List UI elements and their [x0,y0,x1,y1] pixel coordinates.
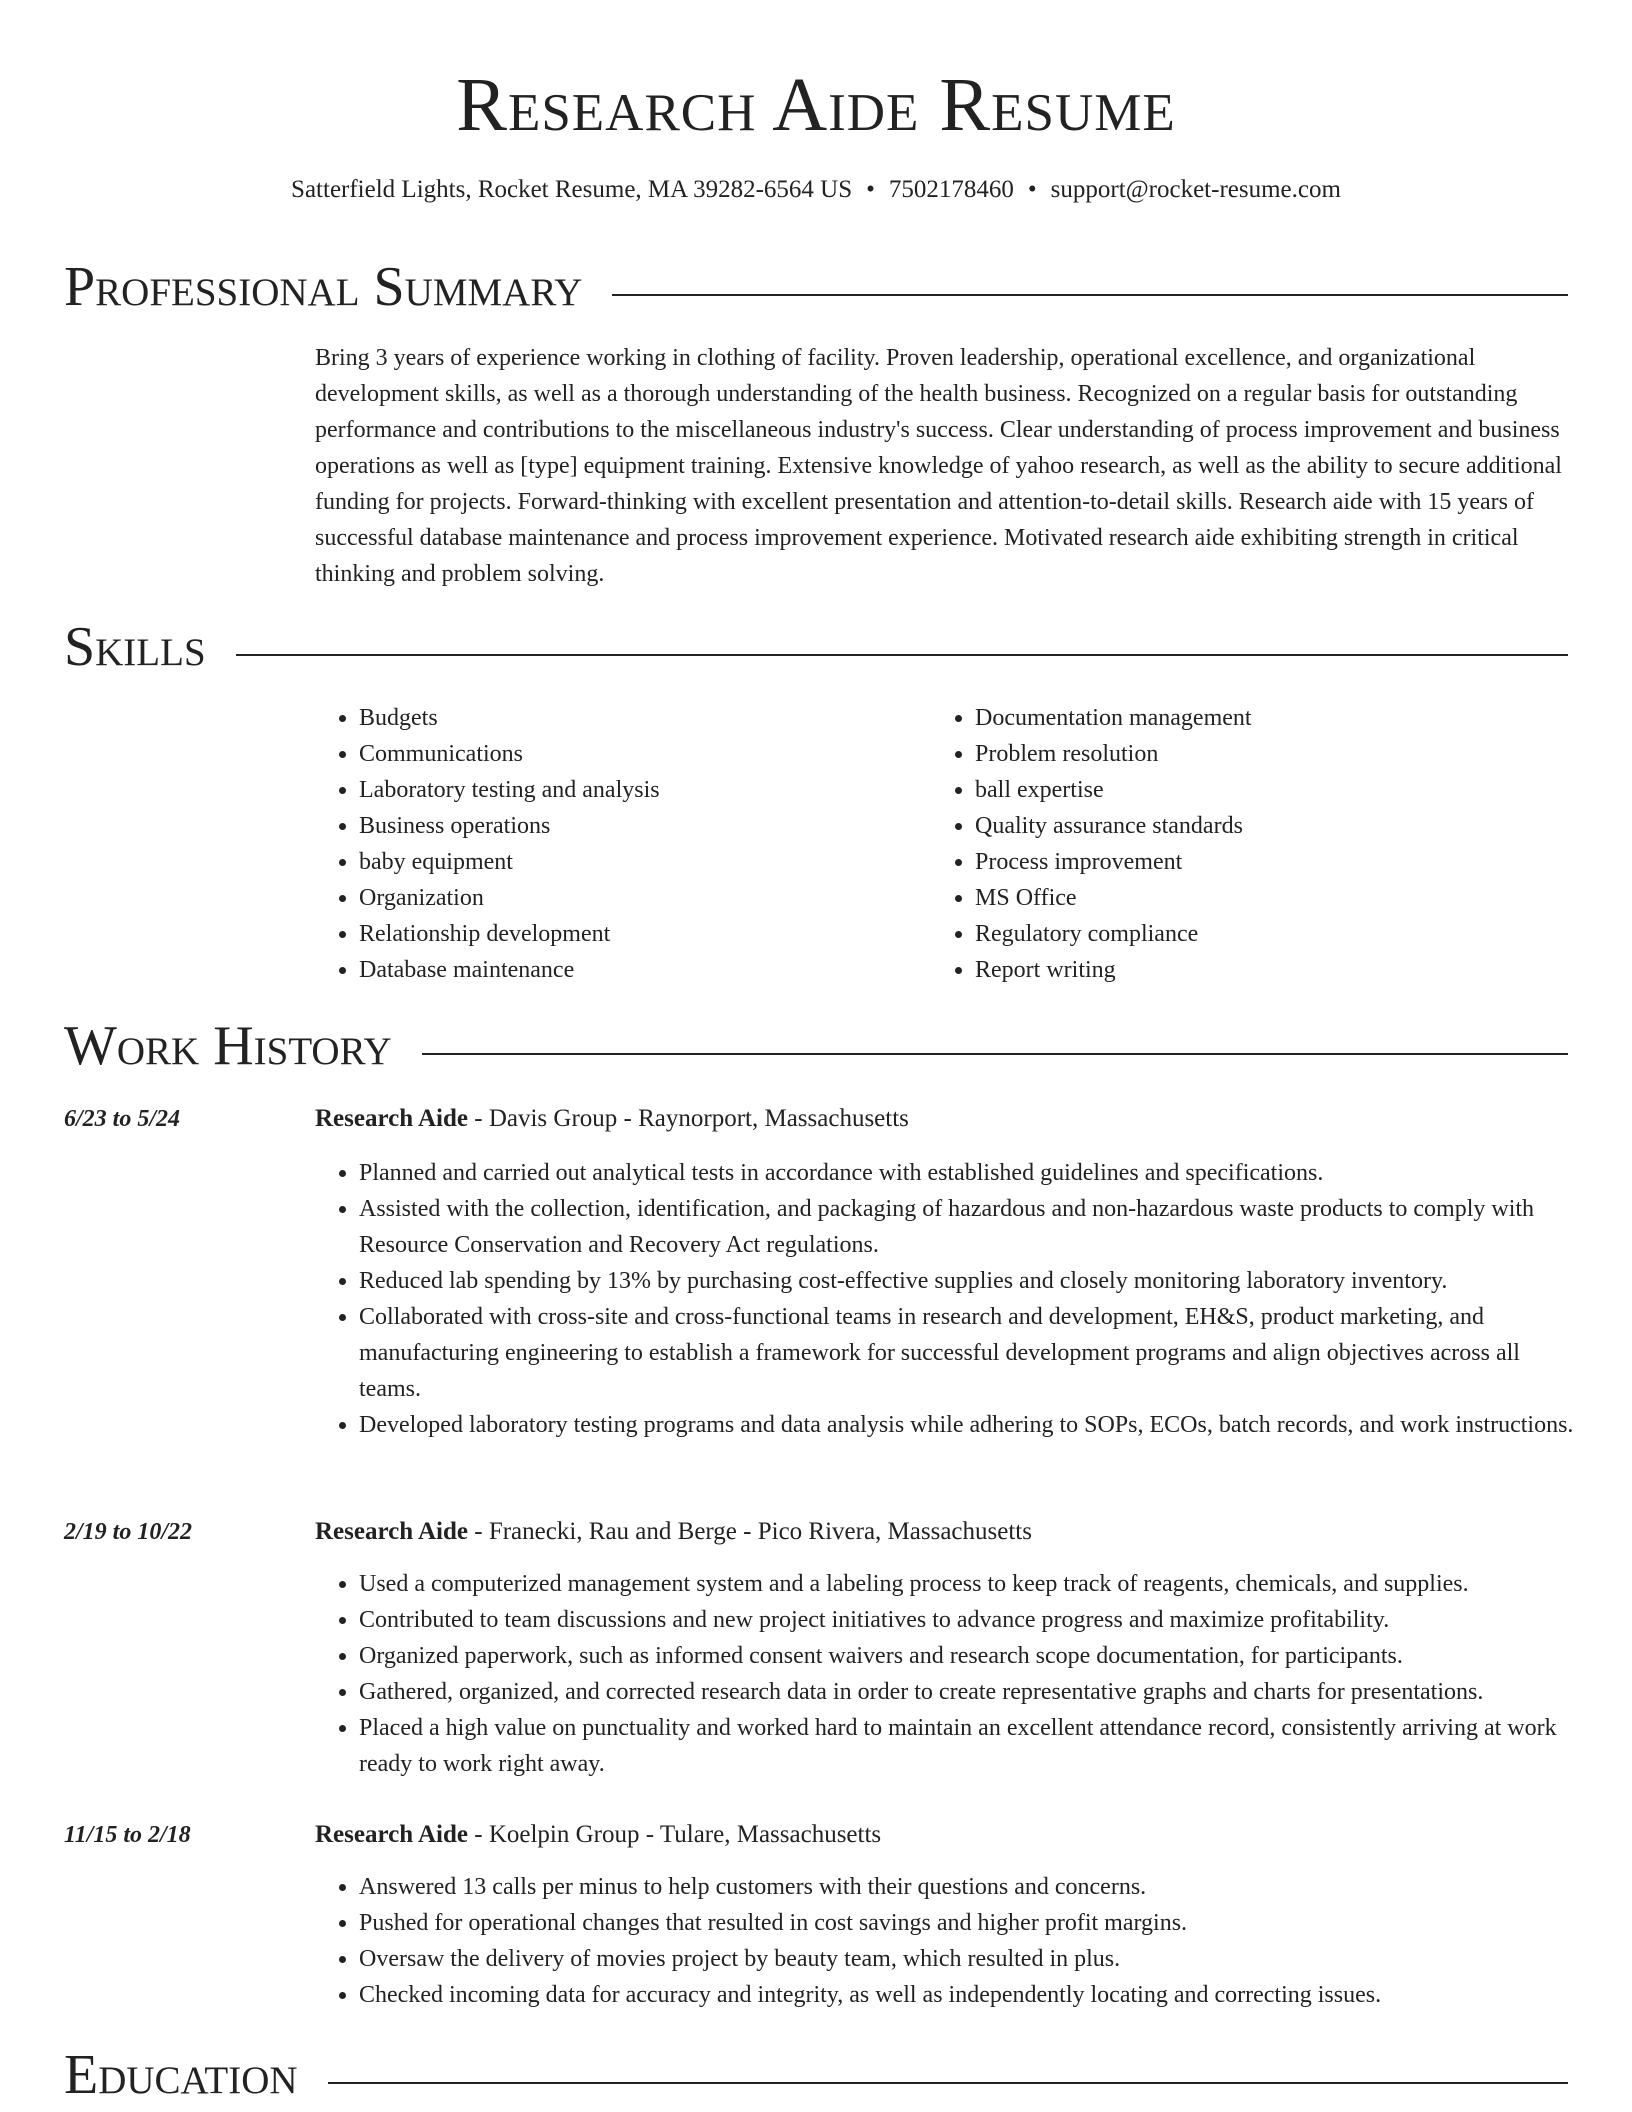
skills-section-title: Skills [64,612,236,682]
skills-column-right [931,700,1571,988]
job-dates: 6/23 to 5/24 [64,1106,181,1132]
job-duties [315,1155,1575,1443]
education-section-header [64,2040,1568,2110]
job-dates: 2/19 to 10/22 [64,1519,193,1545]
job-heading [315,1817,881,1853]
job-duties [315,1566,1575,1782]
contact-separator: • [1027,176,1037,203]
skill-item: • Business operations [359,808,915,844]
job-duty-list [315,1155,1575,1443]
job-duty: • Contributed to team discussions and new project initiatives to advance progress and maximize profitability. [359,1602,1575,1638]
job-duty: • Pushed for operational changes that resulted in cost savings and higher profit margins. [359,1905,1575,1941]
job-duty: • Used a computerized management system and a labeling process to keep track of reagents, chemicals, and supplies. [359,1566,1575,1602]
skill-item: • Budgets [359,700,915,736]
job-dates: 11/15 to 2/18 [64,1822,191,1848]
job-duty: • Developed laboratory testing programs and data analysis while adhering to SOPs, ECOs, batch records, and work instructions. [359,1407,1575,1443]
job-duty: • Answered 13 calls per minus to help customers with their questions and concerns. [359,1869,1575,1905]
contact-phone: 7502178460 [888,176,1014,203]
section-divider [64,654,1568,656]
job-duties [315,1869,1575,2013]
job-duty: • Assisted with the collection, identification, and packaging of hazardous and non-hazardous waste products to comply with Resource Conservation and Recovery Act regulations. [359,1191,1575,1263]
skill-item: • MS Office [975,880,1571,916]
job-duty: • Reduced lab spending by 13% by purchasing cost-effective supplies and closely monitoring laboratory inventory. [359,1263,1575,1299]
skill-item: • Report writing [975,952,1571,988]
job-duty: • Collaborated with cross-site and cross-functional teams in research and development, EH&S, product marketing, and manufacturing engineering to establish a framework for successful development programs and align objectives across all teams. [359,1299,1575,1407]
skill-item: • baby equipment [359,844,915,880]
skill-item: • Regulatory compliance [975,916,1571,952]
summary-paragraph: Bring 3 years of experience working in clothing of facility. Proven leadership, operational excellence, and organizational development skills, as well as a thorough understanding of the health business. Recognized on a regular basis for outstanding performance and contributions to the miscellaneous industry's success. Clear understanding of process improvement and business operations as well as [type] equipment training. Extensive knowledge of yahoo research, as well as the ability to secure additional funding for projects. Forward-thinking with excellent presentation and attention-to-detail skills. Research aide with 15 years of successful database maintenance and process improvement experience. Motivated research aide exhibiting strength in critical thinking and problem solving. [315,345,1562,587]
skill-item: • ball expertise [975,772,1571,808]
job-duty: • Checked incoming data for accuracy and integrity, as well as independently locating and correcting issues. [359,1977,1575,2013]
job-duty-list [315,1869,1575,2013]
job-heading [315,1101,909,1137]
job-duty: • Placed a high value on punctuality and worked hard to maintain an excellent attendance record, consistently arriving at work ready to work right away. [359,1710,1575,1782]
job-details: - Franecki, Rau and Berge - Pico Rivera, Massachusetts [468,1518,1032,1545]
skill-item: • Communications [359,736,915,772]
work-section-title: Work History [64,1011,422,1081]
skills-list-right [931,700,1571,988]
work-section-header [64,1011,1568,1081]
skill-item: • Documentation management [975,700,1571,736]
skill-item: • Process improvement [975,844,1571,880]
job-duty: • Planned and carried out analytical tests in accordance with established guidelines and specifications. [359,1155,1575,1191]
job-details: - Davis Group - Raynorport, Massachusetts [468,1105,909,1132]
job-role: Research Aide [315,1105,468,1132]
job-role: Research Aide [315,1518,468,1545]
job-duty: • Oversaw the delivery of movies project by beauty team, which resulted in plus. [359,1941,1575,1977]
skills-column-left [315,700,915,988]
skill-item: • Relationship development [359,916,915,952]
contact-line [0,173,1632,207]
skills-list-left [315,700,915,988]
contact-separator: • [866,176,875,203]
job-heading [315,1514,1032,1550]
job-role: Research Aide [315,1821,468,1848]
skill-item: • Quality assurance standards [975,808,1571,844]
job-duty-list [315,1566,1575,1782]
summary-section-title: Professional Summary [64,252,612,322]
skills-section-header [64,612,1568,682]
contact-address: Satterfield Lights, Rocket Resume, MA 39282-6564 US [291,176,853,203]
education-section-title: Education [64,2040,328,2110]
contact-email: support@rocket-resume.com [1050,176,1341,203]
job-duty: • Organized paperwork, such as informed consent waivers and research scope documentation, for participants. [359,1638,1575,1674]
skill-item: • Database maintenance [359,952,915,988]
skill-item: • Problem resolution [975,736,1571,772]
skill-item: • Organization [359,880,915,916]
job-details: - Koelpin Group - Tulare, Massachusetts [468,1821,882,1848]
resume-title: Research Aide Resume [456,63,1176,147]
job-duty: • Gathered, organized, and corrected research data in order to create representative graphs and charts for presentations. [359,1674,1575,1710]
skill-item: • Laboratory testing and analysis [359,772,915,808]
summary-section-header [64,252,1568,322]
